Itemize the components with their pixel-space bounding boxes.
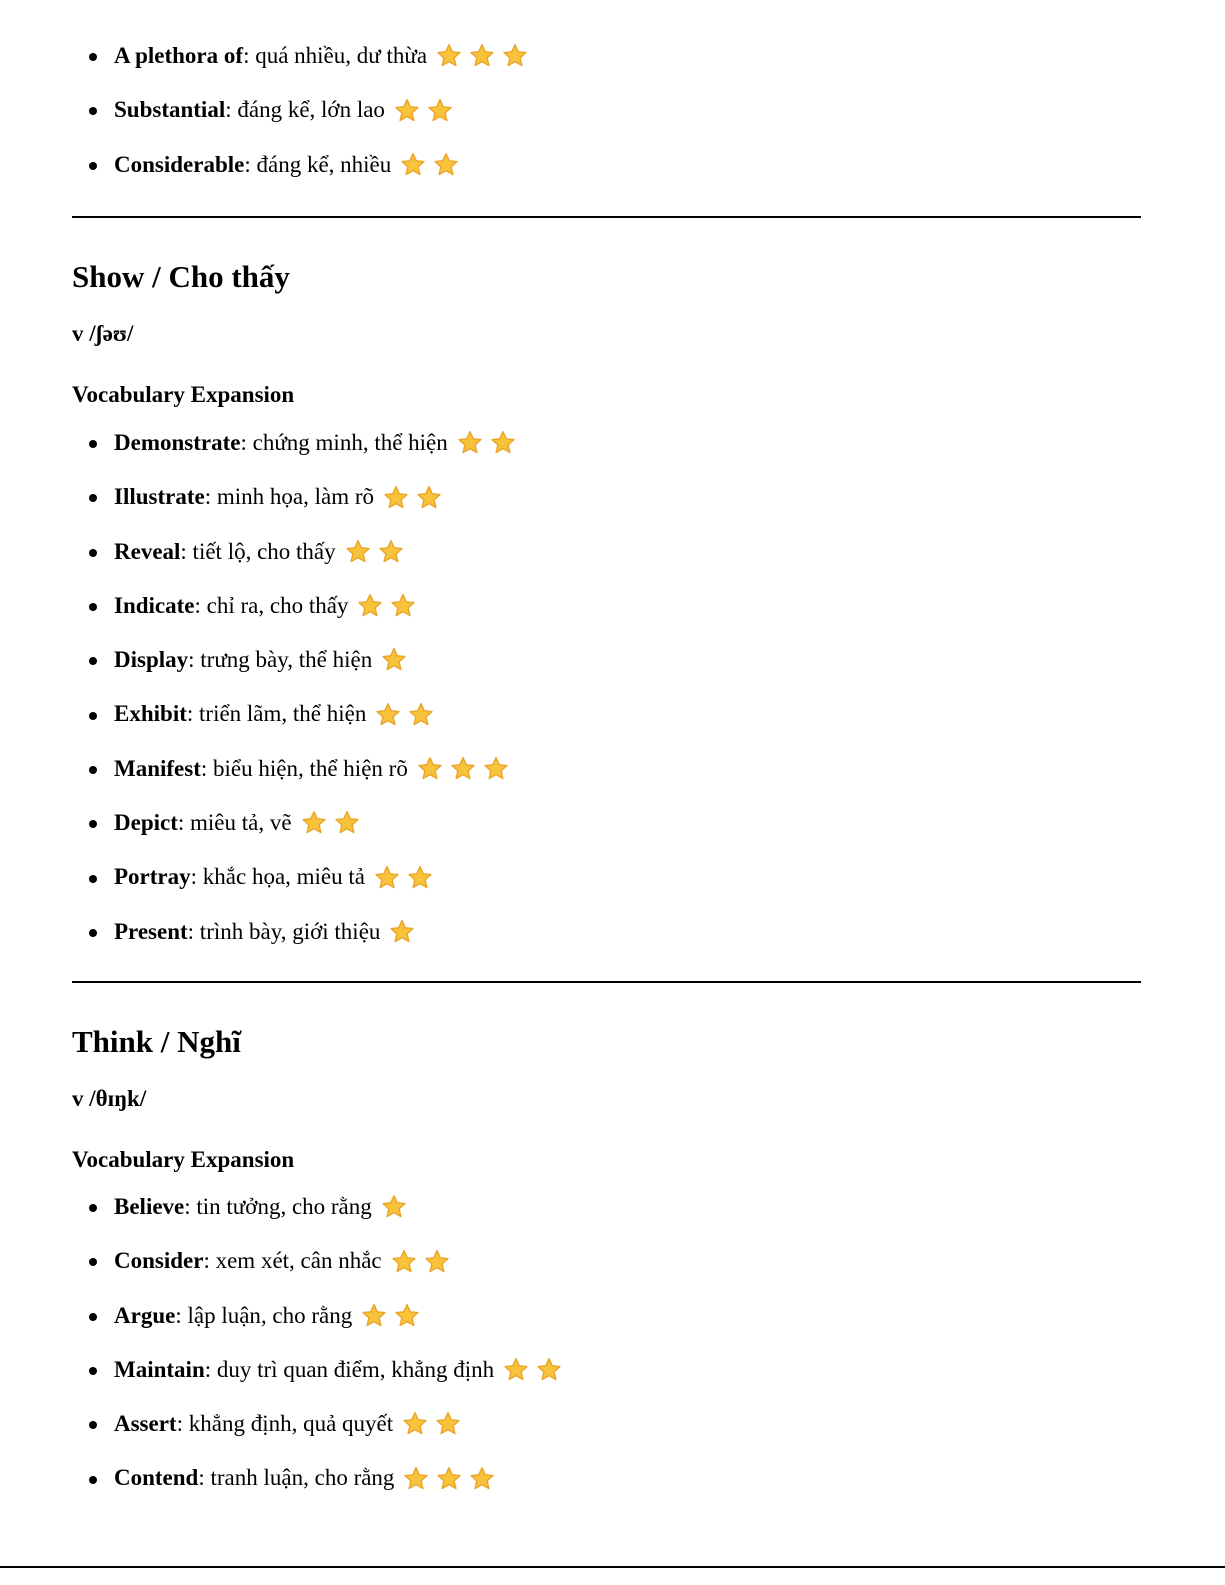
star-icon: [449, 755, 477, 783]
part-of-speech-pronunciation: v /θɪŋk/: [72, 1086, 147, 1111]
vocab-meaning: : triển lãm, thể hiện: [186, 701, 367, 727]
vocab-meaning: : miêu tả, vẽ: [177, 810, 292, 836]
vocab-word: Display: [114, 647, 189, 673]
bullet-icon: [89, 440, 97, 448]
vocab-word: Present: [114, 918, 188, 944]
vocab-word: Consider: [114, 1248, 204, 1274]
vocab-word: Reveal: [114, 538, 181, 564]
star-icon: [468, 1465, 496, 1493]
vocabulary-expansion-heading: Vocabulary Expansion: [72, 382, 295, 407]
bullet-icon: [89, 1313, 97, 1321]
vocab-list-item: [72, 687, 1153, 741]
bullet-icon: [89, 494, 97, 502]
vocabulary-expansion-heading: Vocabulary Expansion: [72, 1147, 295, 1172]
star-rating: [402, 1450, 501, 1504]
vocab-list-item: [72, 633, 1153, 687]
star-icon: [502, 1356, 530, 1384]
star-icon: [401, 1410, 429, 1438]
star-icon: [406, 864, 434, 892]
bullet-icon: [89, 766, 97, 774]
vocab-list-item: [72, 1289, 1153, 1343]
bullet-icon: [89, 657, 97, 665]
vocab-list-item: [72, 796, 1153, 850]
vocab-list-item: [72, 850, 1153, 904]
bullet-icon: [89, 1204, 97, 1212]
bullet-icon: [89, 53, 97, 61]
vocab-word: Substantial: [114, 97, 226, 123]
vocab-meaning: : đáng kể, nhiều: [244, 151, 392, 177]
star-icon: [435, 42, 463, 70]
star-icon: [468, 42, 496, 70]
vocab-list-item: [72, 1397, 1153, 1451]
star-icon: [390, 1248, 418, 1276]
vocab-list: [72, 1180, 1153, 1506]
bullet-icon: [89, 820, 97, 828]
vocab-list-item: [72, 525, 1153, 579]
star-rating: [390, 1233, 456, 1287]
star-icon: [300, 809, 328, 837]
vocab-word: Depict: [114, 810, 178, 836]
star-icon: [389, 592, 417, 620]
star-icon: [407, 701, 435, 729]
star-rating: [380, 632, 413, 686]
page-bottom-divider: [0, 1566, 1225, 1568]
vocab-list: [72, 416, 1153, 959]
star-rating: [380, 1179, 413, 1233]
vocab-list-item: [72, 1451, 1153, 1505]
star-icon: [333, 809, 361, 837]
bullet-icon: [89, 603, 97, 611]
star-icon: [416, 755, 444, 783]
bullet-icon: [89, 875, 97, 883]
vocab-word: Demonstrate: [114, 430, 241, 455]
star-icon: [356, 592, 384, 620]
vocab-word: Maintain: [114, 1356, 205, 1382]
vocab-word: A plethora of: [114, 43, 244, 68]
bullet-icon: [89, 929, 97, 937]
star-icon: [501, 42, 529, 70]
section-divider: [72, 216, 1141, 218]
vocab-word: Portray: [114, 864, 191, 890]
section-title-think: Think / Nghĩ: [72, 1024, 241, 1059]
vocab-word: Contend: [114, 1465, 199, 1491]
think-vocab-list-block: [72, 1180, 1153, 1506]
star-icon: [434, 1410, 462, 1438]
star-icon: [377, 538, 405, 566]
vocab-meaning: : minh họa, làm rõ: [204, 484, 374, 510]
star-icon: [393, 97, 421, 125]
vocab-meaning: : khắc họa, miêu tả: [190, 864, 365, 890]
vocab-list-item: [72, 1234, 1153, 1288]
star-rating: [401, 1396, 467, 1450]
bullet-icon: [89, 1258, 97, 1266]
vocab-list-item: [72, 83, 1153, 137]
vocab-meaning: : xem xét, cân nhắc: [203, 1248, 382, 1274]
star-icon: [482, 755, 510, 783]
bullet-icon: [89, 712, 97, 720]
vocab-list-item: [72, 416, 1153, 470]
vocab-meaning: : lập luận, cho rằng: [175, 1302, 353, 1328]
vocab-list-item: [72, 905, 1153, 959]
vocab-meaning: : tiết lộ, cho thấy: [180, 538, 336, 564]
star-icon: [399, 151, 427, 179]
bullet-icon: [89, 549, 97, 557]
star-icon: [382, 484, 410, 512]
star-icon: [426, 97, 454, 125]
star-icon: [374, 701, 402, 729]
star-rating: [435, 28, 534, 82]
bullet-icon: [89, 162, 97, 170]
bullet-icon: [89, 107, 97, 115]
star-rating: [502, 1341, 568, 1395]
star-rating: [456, 415, 522, 469]
vocab-list-item: [72, 29, 1153, 83]
star-icon: [360, 1302, 388, 1330]
bullet-icon: [89, 1421, 97, 1429]
vocab-meaning: : tin tưởng, cho rằng: [184, 1194, 372, 1219]
star-rating: [382, 469, 448, 523]
vocab-list-item: [72, 1343, 1153, 1397]
vocab-list-item: [72, 138, 1153, 192]
vocab-word: Believe: [114, 1194, 185, 1219]
star-rating: [393, 82, 459, 136]
star-icon: [344, 538, 372, 566]
section-title-show: Show / Cho thấy: [72, 259, 290, 294]
vocab-word: Assert: [114, 1411, 177, 1437]
star-rating: [356, 577, 422, 631]
vocab-word: Argue: [114, 1302, 176, 1328]
star-icon: [489, 429, 517, 457]
star-icon: [380, 646, 408, 674]
vocab-word: Indicate: [114, 592, 195, 618]
star-rating: [416, 740, 515, 794]
star-rating: [360, 1287, 426, 1341]
vocab-list-item: [72, 579, 1153, 633]
star-icon: [402, 1465, 430, 1493]
vocab-word: Illustrate: [114, 484, 205, 510]
vocab-meaning: : trình bày, giới thiệu: [187, 918, 381, 944]
star-icon: [456, 429, 484, 457]
star-icon: [393, 1302, 421, 1330]
vocab-word: Considerable: [114, 151, 245, 177]
vocab-meaning: : đáng kể, lớn lao: [225, 97, 385, 123]
vocab-word: Manifest: [114, 755, 201, 781]
star-icon: [373, 864, 401, 892]
vocab-meaning: : chỉ ra, cho thấy: [194, 592, 349, 618]
vocab-meaning: : khẳng định, quả quyết: [176, 1411, 394, 1437]
vocab-list-item: [72, 1180, 1153, 1234]
vocab-list-item: [72, 742, 1153, 796]
star-icon: [432, 151, 460, 179]
star-icon: [415, 484, 443, 512]
vocab-meaning: : biểu hiện, thể hiện rõ: [200, 755, 408, 781]
star-icon: [388, 918, 416, 946]
section-divider: [72, 981, 1141, 983]
star-icon: [435, 1465, 463, 1493]
vocab-meaning: : tranh luận, cho rằng: [198, 1465, 395, 1491]
previous-section-list: [72, 29, 1153, 192]
star-rating: [388, 903, 421, 957]
star-icon: [535, 1356, 563, 1384]
star-rating: [373, 849, 439, 903]
star-icon: [380, 1193, 408, 1221]
vocab-meaning: : chứng minh, thể hiện: [240, 430, 448, 455]
star-rating: [344, 523, 410, 577]
vocab-word: Exhibit: [114, 701, 187, 727]
star-rating: [399, 136, 465, 190]
star-rating: [374, 686, 440, 740]
bullet-icon: [89, 1367, 97, 1375]
star-icon: [423, 1248, 451, 1276]
vocab-meaning: : trưng bày, thể hiện: [188, 647, 373, 673]
vocab-meaning: : quá nhiều, dư thừa: [243, 43, 428, 68]
vocab-list: [72, 29, 1153, 192]
vocab-list-item: [72, 470, 1153, 524]
vocab-meaning: : duy trì quan điểm, khẳng định: [204, 1356, 495, 1382]
bullet-icon: [89, 1476, 97, 1484]
part-of-speech-pronunciation: v /ʃəʊ/: [72, 321, 134, 346]
show-vocab-list-block: [72, 416, 1153, 959]
star-rating: [300, 795, 366, 849]
